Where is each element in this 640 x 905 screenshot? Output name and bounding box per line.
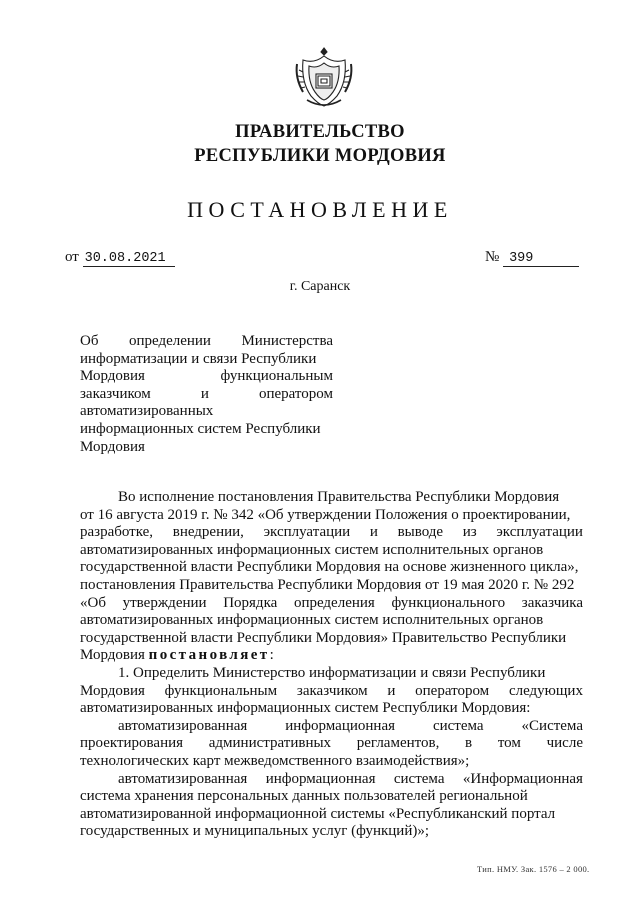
body-line: проектирования административных регламентов, в том числе: [80, 735, 583, 752]
body-line: система хранения персональных данных пользователей региональной: [80, 788, 528, 805]
organization-name: ПРАВИТЕЛЬСТВО: [235, 122, 405, 142]
body-line: автоматизированных информационных систем исполнительных органов: [80, 612, 544, 629]
body-line: «Об утверждении Порядка определения функционального заказчика: [80, 594, 583, 611]
title-line: информатизации и связи Республики: [80, 350, 317, 367]
body-line: разработке, внедрении, эксплуатации и выводе из эксплуатации: [80, 524, 583, 541]
body-line: автоматизированных информационных систем Республики Мордовия:: [80, 700, 531, 717]
resolution-keyword: постановляет: [148, 647, 270, 664]
date-row: [65, 249, 175, 267]
title-line: Мордовия функциональным: [80, 368, 333, 385]
document-title: [80, 333, 333, 456]
organization-name-line2: РЕСПУБЛИКИ МОРДОВИЯ: [194, 146, 446, 166]
body-line: государственной власти Республики Мордовия на основе жизненного цикла»,: [80, 559, 579, 576]
print-info: Тип. НМУ. Зак. 1576 – 2 000.: [477, 864, 590, 874]
body-line: Мордовия постановляет:: [80, 647, 274, 664]
body-line: Во исполнение постановления Правительства Республики Мордовия: [118, 489, 560, 505]
body-line: постановления Правительства Республики Мордовия от 19 мая 2020 г. № 292: [80, 576, 575, 593]
body-line: 1. Определить Министерство информатизации и связи Республики: [118, 664, 546, 681]
document-type: ПОСТАНОВЛЕНИЕ: [187, 197, 453, 222]
title-line: автоматизированных: [80, 403, 214, 420]
body-line: государственной власти Республики Мордовия» Правительство Республики: [80, 629, 567, 646]
body-line: технологических карт межведомственного взаимодействия»;: [80, 752, 470, 769]
number-prefix: №: [485, 249, 500, 265]
body-line: автоматизированных информационных систем исполнительных органов: [80, 541, 544, 558]
date-prefix: от: [65, 249, 79, 265]
title-line: заказчиком и оператором: [80, 385, 333, 402]
body-line: автоматизированная информационная система «Система: [118, 717, 583, 734]
place: г. Саранск: [289, 279, 351, 294]
body-line: Мордовия функциональным заказчиком и оператором следующих: [80, 682, 583, 699]
document-body: [80, 489, 583, 841]
coat-of-arms-icon: [293, 44, 355, 110]
document-number: 399: [503, 251, 579, 267]
title-line: Об определении Министерства: [80, 333, 333, 349]
title-line: информационных систем Республики: [80, 420, 321, 437]
body-line: государственных и муниципальных услуг (функций)»;: [80, 823, 430, 840]
document-date: 30.08.2021: [83, 251, 175, 267]
number-row: [485, 249, 579, 267]
title-line: Мордовия: [80, 438, 145, 455]
body-line: автоматизированной информационной системы «Республиканский портал: [80, 805, 556, 822]
body-line: автоматизированная информационная система «Информационная: [118, 770, 583, 787]
body-line: от 16 августа 2019 г. № 342 «Об утверждении Положения о проектировании,: [80, 506, 571, 523]
